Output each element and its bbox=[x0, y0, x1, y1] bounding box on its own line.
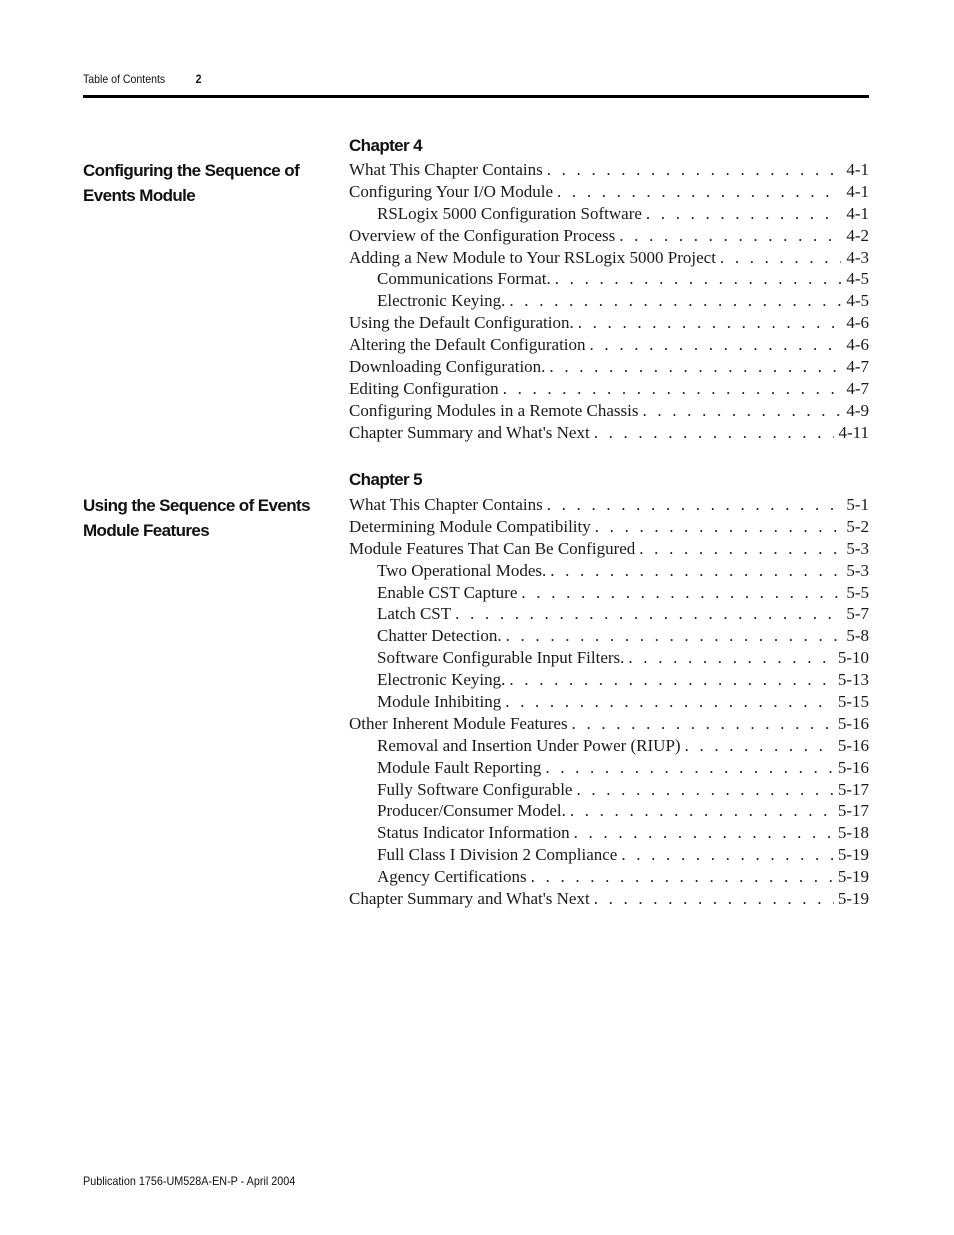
toc-entry[interactable] bbox=[349, 401, 869, 423]
toc-entry-text: Electronic Keying. bbox=[377, 670, 506, 690]
toc-entry-page: 5-5 bbox=[846, 582, 869, 602]
toc-entry-text: Adding a New Module to Your RSLogix 5000 Project bbox=[349, 247, 716, 267]
toc-entry-text: Agency Certifications bbox=[377, 867, 527, 887]
toc-entry[interactable] bbox=[349, 517, 869, 539]
dot-leader bbox=[646, 204, 841, 224]
chapter-5-title bbox=[83, 493, 323, 543]
toc-entry-page: 5-17 bbox=[837, 801, 869, 821]
toc-entry-text: Overview of the Configuration Process bbox=[349, 225, 616, 245]
toc-entry[interactable] bbox=[349, 226, 869, 248]
chapter-5-toc bbox=[349, 495, 869, 911]
dot-leader bbox=[720, 248, 841, 268]
dot-leader bbox=[639, 539, 841, 559]
toc-entry-page: 5-3 bbox=[846, 560, 869, 580]
toc-entry-page: 5-7 bbox=[846, 604, 869, 624]
chapter-4-toc bbox=[349, 160, 869, 445]
toc-entry-text: Configuring Modules in a Remote Chassis bbox=[349, 400, 639, 420]
toc-subentry[interactable] bbox=[349, 823, 869, 845]
toc-entry-text: Electronic Keying. bbox=[377, 291, 506, 311]
dot-leader bbox=[509, 291, 841, 311]
dot-leader bbox=[595, 517, 841, 537]
dot-leader bbox=[572, 714, 834, 734]
toc-entry[interactable] bbox=[349, 423, 869, 445]
toc-entry-text: What This Chapter Contains bbox=[349, 160, 543, 179]
toc-entry[interactable] bbox=[349, 248, 869, 270]
toc-entry-page: 5-19 bbox=[837, 867, 869, 887]
toc-entry-page: 4-5 bbox=[846, 269, 869, 289]
header-rule bbox=[83, 95, 869, 98]
toc-entry-page: 5-16 bbox=[837, 757, 869, 777]
toc-subentry[interactable] bbox=[349, 867, 869, 889]
toc-entry-text: Full Class I Division 2 Compliance bbox=[377, 845, 618, 865]
dot-leader bbox=[574, 823, 834, 843]
chapter-5-title-line-2: Module Features bbox=[83, 521, 210, 540]
toc-entry-text: Module Features That Can Be Configured bbox=[349, 538, 636, 558]
toc-subentry[interactable] bbox=[349, 604, 869, 626]
toc-entry-page: 4-5 bbox=[846, 291, 869, 311]
dot-leader bbox=[521, 583, 841, 603]
toc-entry[interactable] bbox=[349, 889, 869, 911]
toc-subentry[interactable] bbox=[349, 269, 869, 291]
dot-leader bbox=[576, 780, 833, 800]
toc-entry[interactable] bbox=[349, 335, 869, 357]
page-number: 2 bbox=[195, 72, 202, 86]
dot-leader bbox=[594, 889, 834, 909]
toc-entry-page: 4-11 bbox=[838, 422, 869, 442]
toc-entry[interactable] bbox=[349, 313, 869, 335]
toc-subentry[interactable] bbox=[349, 561, 869, 583]
toc-entry-page: 5-8 bbox=[846, 626, 869, 646]
toc-entry-page: 5-16 bbox=[837, 735, 869, 755]
toc-entry-page: 4-9 bbox=[846, 400, 869, 420]
toc-entry-page: 5-19 bbox=[837, 845, 869, 865]
dot-leader bbox=[549, 357, 841, 377]
toc-subentry[interactable] bbox=[349, 204, 869, 226]
toc-entry-text: Chapter Summary and What's Next bbox=[349, 422, 590, 442]
toc-entry-page: 4-7 bbox=[846, 357, 869, 377]
toc-entry-text: Enable CST Capture bbox=[377, 582, 518, 602]
toc-subentry[interactable] bbox=[349, 845, 869, 867]
toc-entry-page: 4-3 bbox=[846, 247, 869, 267]
toc-subentry[interactable] bbox=[349, 583, 869, 605]
toc-entry-text: Latch CST bbox=[377, 604, 452, 624]
toc-entry-page: 5-18 bbox=[837, 823, 869, 843]
toc-subentry[interactable] bbox=[349, 692, 869, 714]
dot-leader bbox=[642, 401, 841, 421]
toc-entry-text: Other Inherent Module Features bbox=[349, 713, 568, 733]
chapter-4-title-line-2: Events Module bbox=[83, 186, 196, 205]
toc-entry-page: 4-1 bbox=[846, 181, 869, 201]
toc-entry-text: Two Operational Modes. bbox=[377, 560, 547, 580]
toc-subentry[interactable] bbox=[349, 736, 869, 758]
toc-entry[interactable] bbox=[349, 714, 869, 736]
toc-entry-page: 4-2 bbox=[846, 225, 869, 245]
toc-entry-text: Module Fault Reporting bbox=[377, 757, 542, 777]
toc-entry[interactable] bbox=[349, 379, 869, 401]
toc-subentry[interactable] bbox=[349, 758, 869, 780]
toc-entry-page: 5-1 bbox=[846, 495, 869, 514]
toc-entry-page: 5-15 bbox=[837, 692, 869, 712]
dot-leader bbox=[545, 758, 834, 778]
dot-leader bbox=[503, 379, 841, 399]
toc-entry-text: Module Inhibiting bbox=[377, 692, 502, 712]
running-header bbox=[83, 72, 775, 92]
toc-subentry[interactable] bbox=[349, 780, 869, 802]
toc-entry-text: Chatter Detection. bbox=[377, 626, 502, 646]
dot-leader bbox=[557, 182, 841, 202]
dot-leader bbox=[619, 226, 841, 246]
toc-subentry[interactable] bbox=[349, 626, 869, 648]
toc-entry-page: 5-17 bbox=[837, 779, 869, 799]
toc-entry-text: Determining Module Compatibility bbox=[349, 516, 591, 536]
toc-entry-text: Using the Default Configuration. bbox=[349, 313, 574, 333]
chapter-5-heading: Chapter 5 bbox=[349, 470, 423, 489]
toc-entry-page: 5-2 bbox=[846, 516, 869, 536]
toc-subentry[interactable] bbox=[349, 648, 869, 670]
dot-leader bbox=[547, 495, 841, 515]
toc-entry[interactable] bbox=[349, 357, 869, 379]
chapter-4-title bbox=[83, 158, 323, 208]
publication-footer: Publication 1756-UM528A-EN-P - April 2004 bbox=[83, 1174, 296, 1188]
chapter-5-title-line-1: Using the Sequence of Events bbox=[83, 496, 310, 515]
dot-leader bbox=[685, 736, 834, 756]
toc-entry-text: Chapter Summary and What's Next bbox=[349, 889, 590, 909]
running-header-section: Table of Contents bbox=[83, 72, 166, 86]
toc-entry-text: Editing Configuration bbox=[349, 378, 499, 398]
dot-leader bbox=[578, 313, 841, 333]
toc-entry-text: Removal and Insertion Under Power (RIUP) bbox=[377, 735, 681, 755]
toc-subentry[interactable] bbox=[349, 291, 869, 313]
toc-entry[interactable] bbox=[349, 495, 869, 517]
dot-leader bbox=[547, 160, 841, 180]
toc-entry-text: Fully Software Configurable bbox=[377, 779, 573, 799]
toc-entry-page: 5-19 bbox=[837, 889, 869, 909]
toc-entry-text: RSLogix 5000 Configuration Software bbox=[377, 203, 642, 223]
toc-entry-text: Software Configurable Input Filters. bbox=[377, 648, 625, 668]
toc-entry[interactable] bbox=[349, 182, 869, 204]
toc-entry-page: 5-10 bbox=[837, 648, 869, 668]
toc-entry-page: 5-13 bbox=[837, 670, 869, 690]
dot-leader bbox=[590, 335, 841, 355]
dot-leader bbox=[594, 423, 835, 443]
dot-leader bbox=[455, 604, 841, 624]
toc-entry-page: 4-1 bbox=[846, 160, 869, 179]
dot-leader bbox=[509, 670, 833, 690]
toc-entry-page: 4-7 bbox=[846, 378, 869, 398]
toc-entry-text: Status Indicator Information bbox=[377, 823, 570, 843]
toc-entry-text: Communications Format. bbox=[377, 269, 551, 289]
toc-entry[interactable] bbox=[349, 160, 869, 182]
toc-entry-page: 5-3 bbox=[846, 538, 869, 558]
toc-entry-text: Downloading Configuration. bbox=[349, 357, 546, 377]
dot-leader bbox=[570, 801, 834, 821]
dot-leader bbox=[506, 626, 841, 646]
toc-entry-text: Altering the Default Configuration bbox=[349, 335, 586, 355]
dot-leader bbox=[550, 561, 841, 581]
toc-subentry[interactable] bbox=[349, 801, 869, 823]
dot-leader bbox=[621, 845, 833, 865]
toc-subentry[interactable] bbox=[349, 670, 869, 692]
toc-entry-text: Producer/Consumer Model. bbox=[377, 801, 566, 821]
toc-entry-page: 4-1 bbox=[846, 203, 869, 223]
dot-leader bbox=[531, 867, 834, 887]
toc-entry-text: Configuring Your I/O Module bbox=[349, 181, 554, 201]
toc-entry-page: 4-6 bbox=[846, 335, 869, 355]
toc-entry-text: What This Chapter Contains bbox=[349, 495, 543, 514]
chapter-4-heading: Chapter 4 bbox=[349, 136, 423, 155]
toc-entry[interactable] bbox=[349, 539, 869, 561]
dot-leader bbox=[505, 692, 834, 712]
dot-leader bbox=[555, 269, 841, 289]
toc-entry-page: 5-16 bbox=[837, 713, 869, 733]
toc-entry-page: 4-6 bbox=[846, 313, 869, 333]
chapter-4-title-line-1: Configuring the Sequence of bbox=[83, 161, 300, 180]
dot-leader bbox=[628, 648, 833, 668]
